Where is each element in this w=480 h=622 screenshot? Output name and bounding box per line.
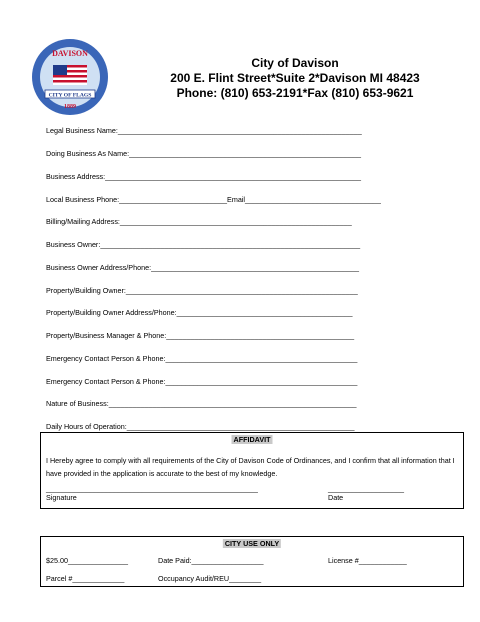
date-line[interactable]: ___________________	[328, 484, 404, 493]
field-legal-business-name[interactable]: Legal Business Name:_____________________________________________________________	[46, 126, 362, 135]
field-billing-address[interactable]: Billing/Mailing Address:__________________________________________________________	[46, 217, 352, 226]
city-seal	[31, 38, 109, 116]
field-emergency-contact-1[interactable]: Emergency Contact Person & Phone:________________________________________________	[46, 354, 358, 363]
signature-label: Signature	[46, 493, 77, 502]
field-property-owner[interactable]: Property/Building Owner:__________________________________________________________	[46, 286, 358, 295]
flag-icon	[53, 65, 87, 85]
affidavit-text: I Hereby agree to comply with all requirements of the City of Davison Code of Ordinances, and I confirm that all information that I have provided in the application is accurate to the best of my knowledge.	[46, 456, 455, 478]
field-business-owner[interactable]: Business Owner:_________________________________________________________________	[46, 240, 361, 249]
parcel-field[interactable]: Parcel #_____________	[46, 574, 125, 583]
signature-line[interactable]: _____________________________________________________	[46, 484, 258, 493]
city-use-box	[40, 536, 464, 587]
field-emergency-contact-2[interactable]: Emergency Contact Person & Phone:________________________________________________	[46, 377, 358, 386]
seal-banner-text: CITY OF FLAGS	[48, 92, 92, 99]
field-manager-phone[interactable]: Property/Business Manager & Phone:_______________________________________________	[46, 331, 355, 340]
date-label: Date	[328, 493, 344, 502]
field-nature-of-business[interactable]: Nature of Business:______________________________________________________________	[46, 399, 357, 408]
field-owner-address-phone[interactable]: Business Owner Address/Phone:____________________________________________________	[46, 263, 359, 272]
letterhead	[120, 56, 470, 101]
occupancy-audit-field[interactable]: Occupancy Audit/REU________	[158, 574, 262, 583]
field-property-owner-address[interactable]: Property/Building Owner Address/Phone:____________________________________________	[46, 308, 353, 317]
city-phone: Phone: (810) 653-2191*Fax (810) 653-9621	[176, 86, 414, 100]
seal-top-text: DAVISON	[52, 49, 88, 58]
field-local-phone-email[interactable]: Local Business Phone:___________________________Email__________________________________	[46, 195, 381, 204]
field-business-address[interactable]: Business Address:________________________________________________________________	[46, 172, 361, 181]
city-address: 200 E. Flint Street*Suite 2*Davison MI 48423	[170, 71, 420, 85]
city-title: City of Davison	[251, 56, 339, 70]
seal-year: 1889	[64, 104, 76, 110]
affidavit-box	[40, 432, 464, 509]
city-use-title: CITY USE ONLY	[224, 539, 280, 548]
fee-field[interactable]: $25.00_______________	[46, 556, 128, 565]
date-paid-field[interactable]: Date Paid:__________________	[158, 556, 264, 565]
field-doing-business-as[interactable]: Doing Business As Name:__________________________________________________________	[46, 149, 361, 158]
field-daily-hours[interactable]: Daily Hours of Operation:_________________________________________________________	[46, 422, 355, 431]
affidavit-title: AFFIDAVIT	[233, 435, 271, 444]
license-field[interactable]: License #____________	[328, 556, 407, 565]
